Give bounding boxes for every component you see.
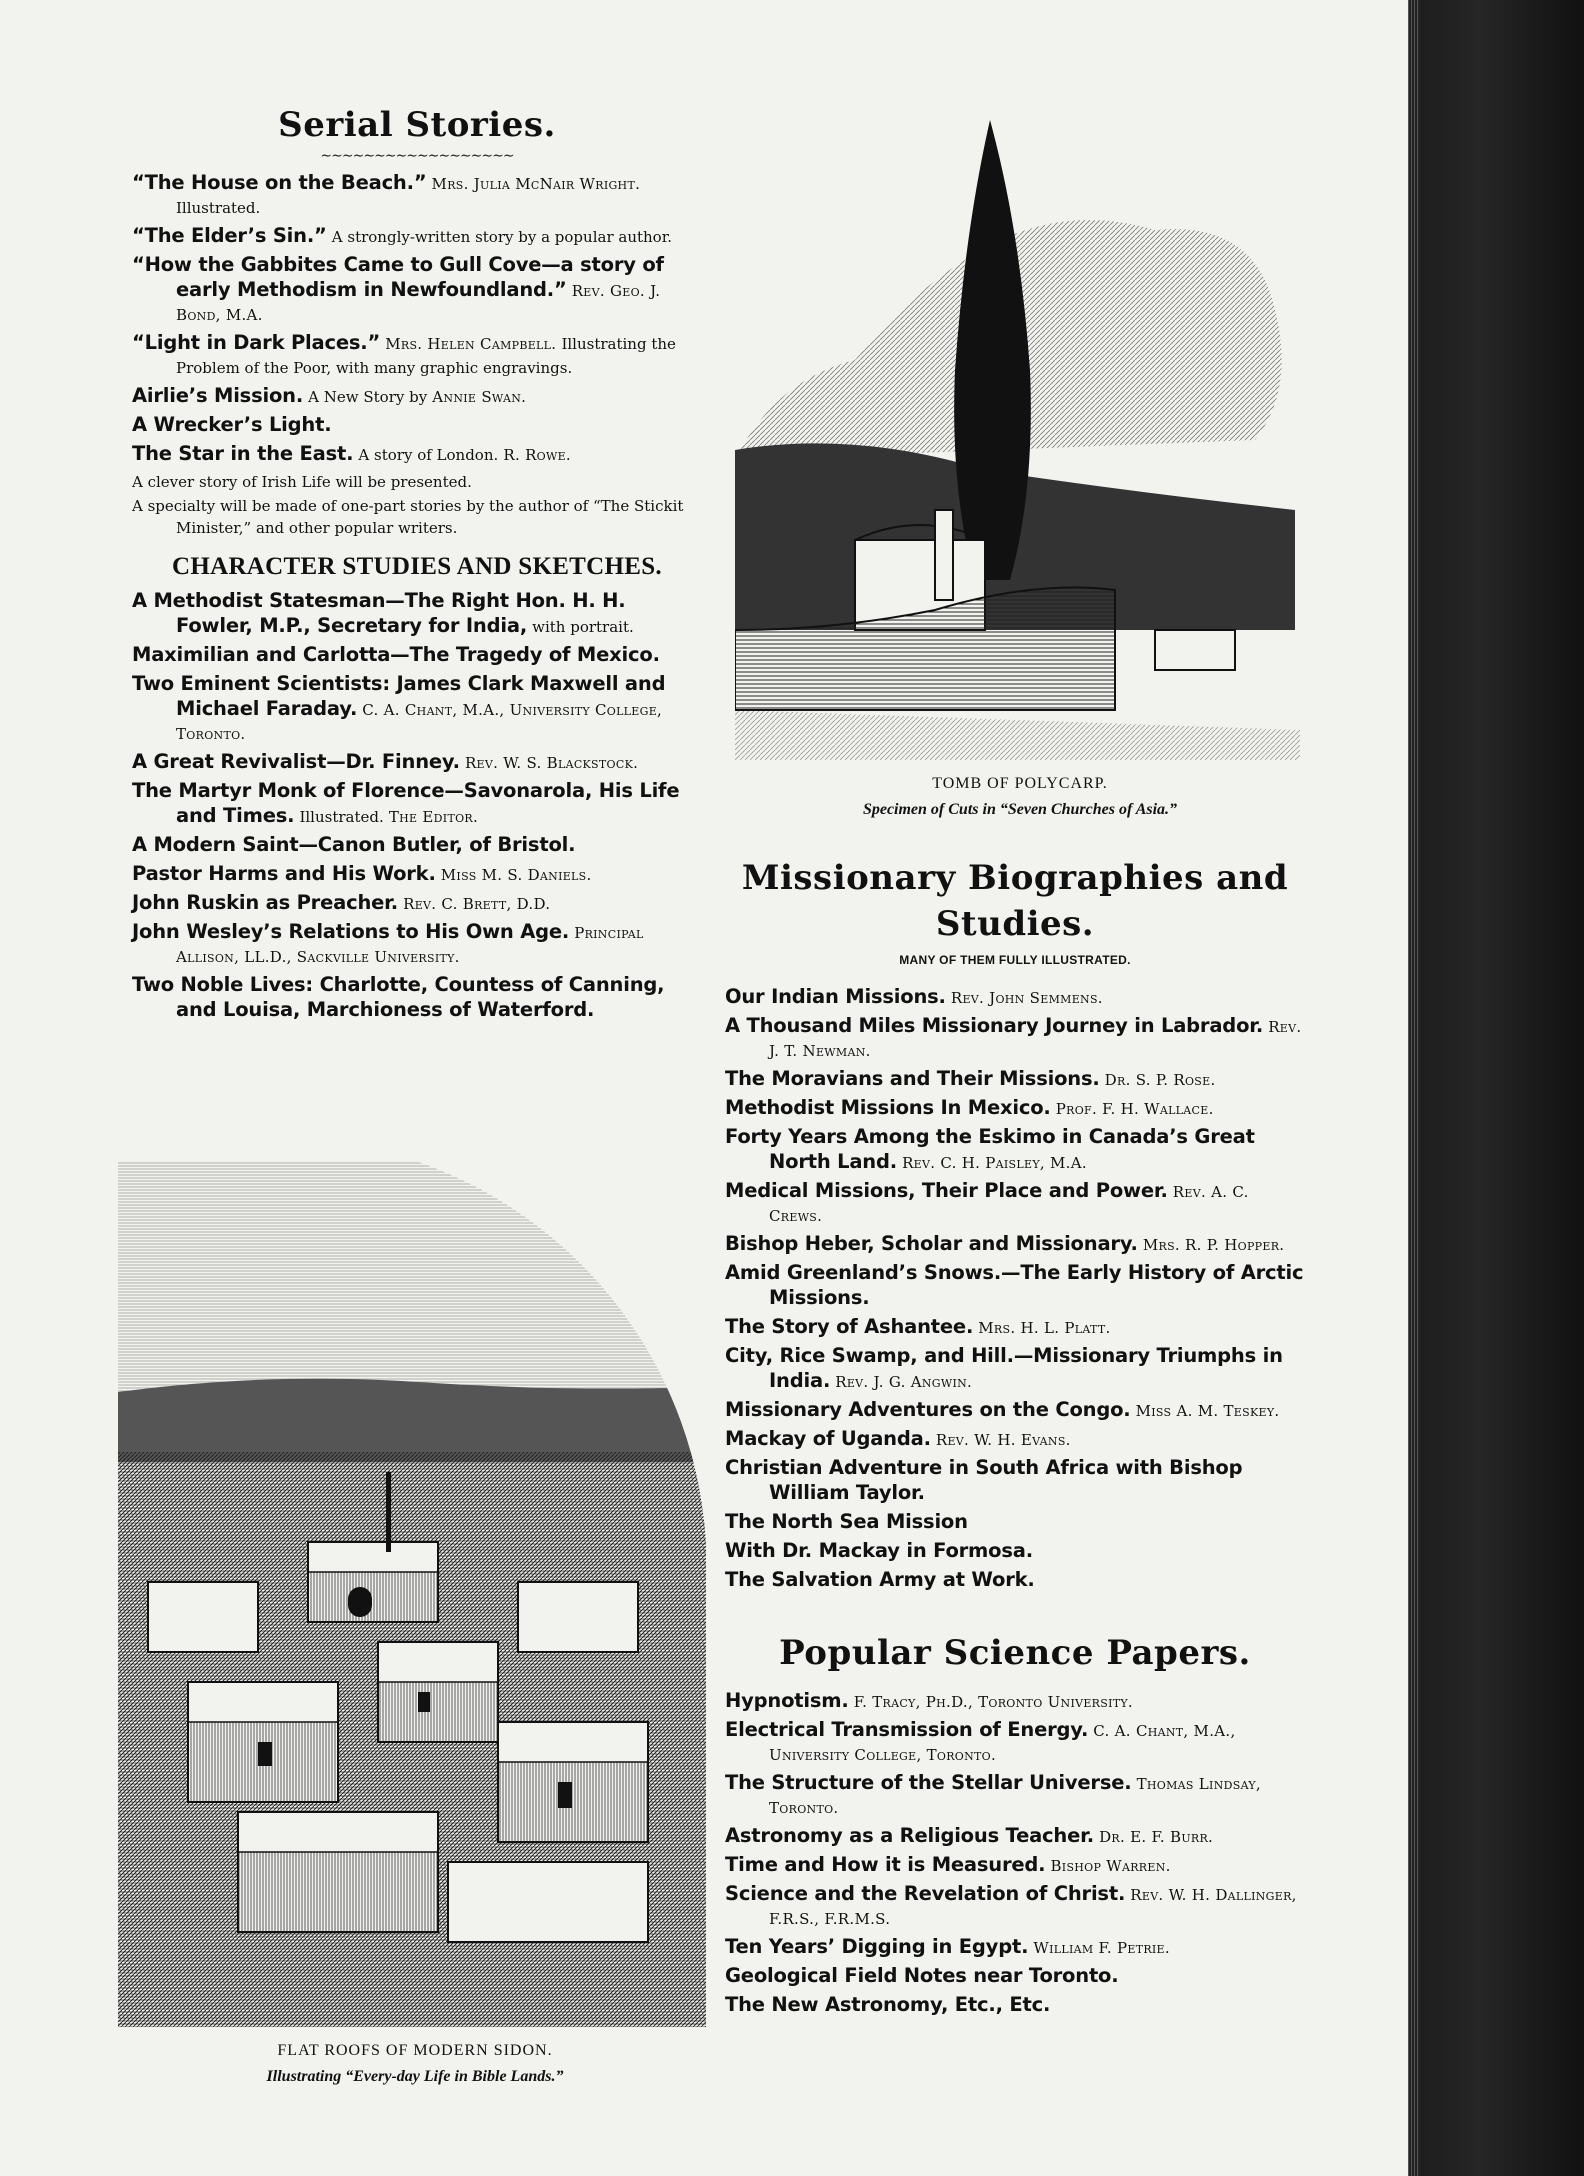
list-item: Time and How it is Measured. Bishop Warren. — [725, 1853, 1171, 1876]
list-item: Our Indian Missions. Rev. John Semmens. — [725, 985, 1103, 1008]
serial-stories-heading: Serial Stories. — [278, 105, 556, 145]
list-item: A Modern Saint—Canon Butler, of Bristol. — [132, 833, 576, 856]
list-item: A Great Revivalist—Dr. Finney. Rev. W. S. Blackstock. — [132, 750, 639, 773]
list-item: Electrical Transmission of Energy. C. A. Chant, M.A., University College, Toronto. — [725, 1718, 1236, 1764]
list-item: Methodist Missions In Mexico. Prof. F. H. Wallace. — [725, 1096, 1214, 1119]
list-item: Amid Greenland’s Snows.—The Early History of Arctic Missions. — [725, 1261, 1304, 1309]
sidon-caption — [120, 2042, 710, 2086]
list-item: A Wrecker’s Light. — [132, 413, 332, 436]
missionary-list — [725, 985, 1305, 1593]
list-item: “The Elder’s Sin.” A strongly-written story by a popular author. — [132, 224, 672, 247]
tomb-caption-title: TOMB OF POLYCARP. — [932, 775, 1108, 792]
left-column — [132, 105, 702, 1027]
list-item: Mackay of Uganda. Rev. W. H. Evans. — [725, 1427, 1071, 1450]
list-item: The Martyr Monk of Florence—Savonarola, His Life and Times. Illustrated. The Editor. — [132, 779, 680, 827]
character-studies-heading: CHARACTER STUDIES AND SKETCHES. — [172, 553, 662, 580]
engraving-cypress-tomb-icon — [735, 110, 1300, 760]
list-item: Missionary Adventures on the Congo. Miss A. M. Teskey. — [725, 1398, 1280, 1421]
tomb-caption — [740, 775, 1300, 819]
list-item: A Methodist Statesman—The Right Hon. H. H. Fowler, M.P., Secretary for India, with portrait. — [132, 589, 634, 637]
book-page-edge — [1408, 0, 1584, 2176]
list-item: “How the Gabbites Came to Gull Cove—a story of early Methodism in Newfoundland.” Rev. Geo. J. Bond, M.A. — [132, 253, 664, 324]
list-item: A Thousand Miles Missionary Journey in Labrador. Rev. J. T. Newman. — [725, 1014, 1302, 1060]
missionary-heading: Missionary Biographies and Studies. — [741, 858, 1289, 944]
list-item: Two Noble Lives: Charlotte, Countess of Canning, and Louisa, Marchioness of Waterford. — [132, 973, 665, 1021]
science-heading: Popular Science Papers. — [779, 1633, 1251, 1673]
list-item: The Story of Ashantee. Mrs. H. L. Platt. — [725, 1315, 1111, 1338]
list-item: With Dr. Mackay in Formosa. — [725, 1539, 1033, 1562]
list-item: Pastor Harms and His Work. Miss M. S. Daniels. — [132, 862, 592, 885]
sidon-caption-subtitle: Illustrating “Every-day Life in Bible Lands.” — [266, 2068, 564, 2085]
missionary-subheading: MANY OF THEM FULLY ILLUSTRATED. — [899, 953, 1131, 967]
missionary-section — [725, 855, 1305, 2022]
note-text: A clever story of Irish Life will be presented. — [132, 473, 472, 491]
list-item: Medical Missions, Their Place and Power. Rev. A. C. Crews. — [725, 1179, 1249, 1225]
list-item: “The House on the Beach.” Mrs. Julia McNair Wright. Illustrated. — [132, 171, 641, 217]
science-list — [725, 1689, 1305, 2018]
list-item: Hypnotism. F. Tracy, Ph.D., Toronto University. — [725, 1689, 1133, 1712]
tomb-caption-subtitle: Specimen of Cuts in “Seven Churches of Asia.” — [862, 801, 1178, 818]
list-item: The New Astronomy, Etc., Etc. — [725, 1993, 1051, 2016]
list-item: Two Eminent Scientists: James Clark Maxwell and Michael Faraday. C. A. Chant, M.A., University College, Toronto. — [132, 672, 666, 743]
list-item: The Salvation Army at Work. — [725, 1568, 1035, 1591]
character-studies-list — [132, 589, 702, 1023]
list-item: Ten Years’ Digging in Egypt. William F. Petrie. — [725, 1935, 1170, 1958]
list-item: Airlie’s Mission. A New Story by Annie Swan. — [132, 384, 527, 407]
list-item: The Star in the East. A story of London. R. Rowe. — [132, 442, 572, 465]
heading-ornament: ∼∼∼∼∼∼∼∼∼∼∼∼∼∼∼∼∼∼ — [320, 148, 514, 164]
list-item: Bishop Heber, Scholar and Missionary. Mrs. R. P. Hopper. — [725, 1232, 1285, 1255]
list-item: The North Sea Mission — [725, 1510, 968, 1533]
list-item: Science and the Revelation of Christ. Rev. W. H. Dallinger, F.R.S., F.R.M.S. — [725, 1882, 1297, 1928]
list-item: City, Rice Swamp, and Hill.—Missionary Triumphs in India. Rev. J. G. Angwin. — [725, 1344, 1283, 1392]
list-item: “Light in Dark Places.” Mrs. Helen Campbell. Illustrating the Problem of the Poor, with many graphic engravings. — [132, 331, 676, 377]
list-item: Geological Field Notes near Toronto. — [725, 1964, 1119, 1987]
note-text: A specialty will be made of one-part stories by the author of “The Stickit Minister,” and other popular writers. — [132, 497, 684, 537]
list-item: Maximilian and Carlotta—The Tragedy of Mexico. — [132, 643, 660, 666]
list-item: Astronomy as a Religious Teacher. Dr. E. F. Burr. — [725, 1824, 1214, 1847]
list-item: John Ruskin as Preacher. Rev. C. Brett, D.D. — [132, 891, 551, 914]
list-item: The Moravians and Their Missions. Dr. S. P. Rose. — [725, 1067, 1216, 1090]
engraving-flat-roofs-icon — [118, 1162, 706, 2027]
list-item: Christian Adventure in South Africa with Bishop William Taylor. — [725, 1456, 1243, 1504]
list-item: The Structure of the Stellar Universe. Thomas Lindsay, Toronto. — [725, 1771, 1262, 1817]
list-item: Forty Years Among the Eskimo in Canada’s Great North Land. Rev. C. H. Paisley, M.A. — [725, 1125, 1255, 1173]
list-item: John Wesley’s Relations to His Own Age. Principal Allison, LL.D., Sackville University. — [132, 920, 644, 966]
serial-stories-list — [132, 171, 702, 539]
sidon-caption-title: FLAT ROOFS OF MODERN SIDON. — [277, 2042, 553, 2059]
